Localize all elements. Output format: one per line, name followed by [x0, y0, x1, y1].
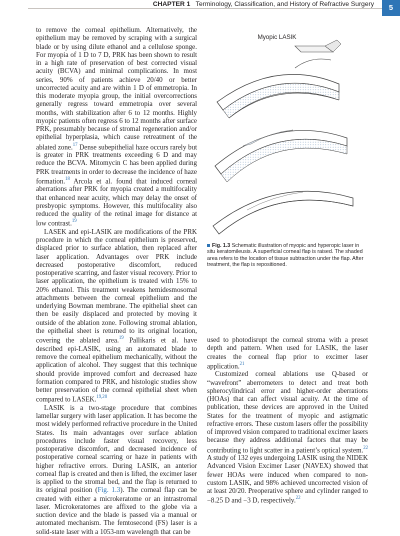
- reference-citation[interactable]: 19,20: [96, 395, 108, 401]
- paragraph-text: LASIK is a two-stage procedure that combines lamellar surgery with laser application. It has become the most widely performed refractive procedure in the United States. Its main advantages over surface ablation procedures include faster visual recovery, less postoperative discomfort, and decreased incidence of postoperative corneal scarring or haze in patients with higher refractive errors. During LASIK, an anterior corneal flap is created and then is lifted, the excimer laser is applied to the stromal bed, and the flap is returned to its original position (: [36, 403, 197, 495]
- page-number: 5: [382, 0, 400, 16]
- paragraph: [36, 404, 197, 536]
- paragraph-text: ). The corneal flap can be created with either a microkeratome or an intrastromal laser. Microkeratomes are affixed to the globe via a suction device and the blade is passed via a manual or automated mechanism. The femtosecond (FS) laser is a solid-state laser with a 1053-nm wavelength that can be: [36, 486, 197, 536]
- lasik-illustration: [207, 26, 368, 236]
- caption-text: Schematic illustration of myopic and hyperopic laser in situ keratomileusis. A superficial corneal flap is raised. The shaded area refers to the location of tissue subtraction under the flap. After treatment, the flap is repositioned.: [207, 243, 364, 269]
- running-head: [149, 1, 378, 8]
- paragraph-text: to remove the corneal epithelium. Alternatively, the epithelium may be removed by scraping with a surgical blade or by using dilute ethanol and a cellulose sponge. For myopia of 1 D to 7 D, PRK has been shown to result in a high rate of preservation of best corrected visual acuity (BCVA) and minimal complications. In most series, 90% of patients achieve 20/40 or better uncorrected acuity and are within 1 D of emmetropia. In this moderate myopia group, the initial overcorrections generally regress toward emmetropia over several months, with stabilization after 6 to 12 months. Highly myopic patients often regress 6 to 12 months after surface PRK, presumably because of stromal regeneration and/or epithelial hyperplasia, which cause retreatment of the ablated zone.: [36, 26, 197, 151]
- cornea-bottom: [213, 191, 353, 234]
- reference-citation[interactable]: Fig. 1.3: [97, 486, 121, 495]
- reference-citation[interactable]: 21: [239, 361, 245, 367]
- figure-title: Myopic LASIK: [257, 34, 297, 41]
- figure-1-3: [207, 26, 368, 236]
- right-column: [207, 336, 368, 505]
- paragraph: [207, 370, 368, 505]
- header-rule: [28, 8, 400, 9]
- reference-citation[interactable]: 19: [118, 336, 124, 342]
- reference-citation[interactable]: 22: [363, 445, 368, 451]
- running-header: [0, 0, 400, 18]
- paragraph-text: Dense subepithelial haze occurs rarely but is greater in PRK treatments exceeding 6 D and may reduce the BCVA. Mitomycin C has been applied during PRK treatments in order to decrease the incidence of haze formation.: [36, 142, 197, 186]
- paragraph: [207, 336, 368, 370]
- figure-label: Fig. 1.3: [212, 243, 231, 249]
- chapter-title: Terminology, Classification, and History of Refractive Surgery: [195, 1, 374, 8]
- instrument-top: [295, 40, 341, 52]
- chapter-label: CHAPTER 1: [152, 1, 191, 8]
- figure-caption: [207, 243, 368, 269]
- reference-citation[interactable]: 22: [295, 496, 301, 502]
- paragraph-text: LASEK and epi-LASIK are modifications of the PRK procedure in which the corneal epithelium is preserved, displaced prior to surface ablation, then replaced after laser application. Advantages over PRK include decreased postoperative discomfort, reduced postoperative scarring, and faster visual recovery. Prior to laser application, the epithelium is treated with 15% to 20% ethanol. This treatment weakens hemidesmosomal attachments between the corneal epithelium and the underlying Bowman membrane. The epithelial sheet can then be easily displaced and protected by moving it outside of the ablation zone. Following stromal ablation, the epithelial sheet is returned to its original location, covering the ablated area.: [36, 227, 197, 345]
- paragraph-text: Customized corneal ablations use Q-based or “wavefront” aberrometers to detect and treat both spherocylindrical error and higher-order aberrations (HOAs) that can affect visual acuity. At the time of publication, these devices are approved in the United States for the treatment of myopic and astigmatic refractive errors. These custom lasers offer the possibility of improved vision compared to traditional excimer lasers because they address additional factors that may be contributing to light scatter in a patient’s optical system.: [207, 370, 368, 454]
- paragraph: [36, 26, 197, 228]
- paragraph: [36, 228, 197, 404]
- caption-bullet: [207, 244, 210, 247]
- paragraph-text: A study of 132 eyes undergoing LASIK using the NIDEK Advanced Vision Excimer Laser (NAVEX) showed that fewer HOAs were induced when compared to non-custom LASIK, and 98% achieved uncorrected vision of at least 20/20. Preoperative sphere and cylinder ranged to −8.25 D and −3 D, respectively.: [207, 454, 368, 505]
- paragraph-text: used to photodisrupt the corneal stroma with a preset depth and pattern. When used for LASIK, the laser creates the corneal flap prior to excimer laser application.: [207, 336, 368, 371]
- cornea-middle: [215, 130, 347, 182]
- left-column: [36, 26, 197, 536]
- reference-citation[interactable]: 19: [71, 219, 77, 225]
- reference-citation[interactable]: 17: [72, 142, 78, 148]
- cornea-top: [217, 59, 339, 118]
- paragraph-text: Arcola et al. found that induced corneal aberrations after PRK for myopia created a multifocality that enhanced near acuity, which may delay the onset of presbyopic symptoms. However, this multifocality also reduced the quality of the retinal image for distance at low contrast.: [36, 177, 197, 228]
- reference-citation[interactable]: 18: [65, 176, 70, 182]
- paragraph-text: Pallikaris et al. have described epi-LASIK, using an automated blade to remove the corneal epithelium mechanically, without the application of alcohol. They suggest that this technique should provide improved comfort and decreased haze formation compared to PRK, and histologic studies show better preservation of the corneal epithelial sheet when compared to LASEK.: [36, 336, 197, 404]
